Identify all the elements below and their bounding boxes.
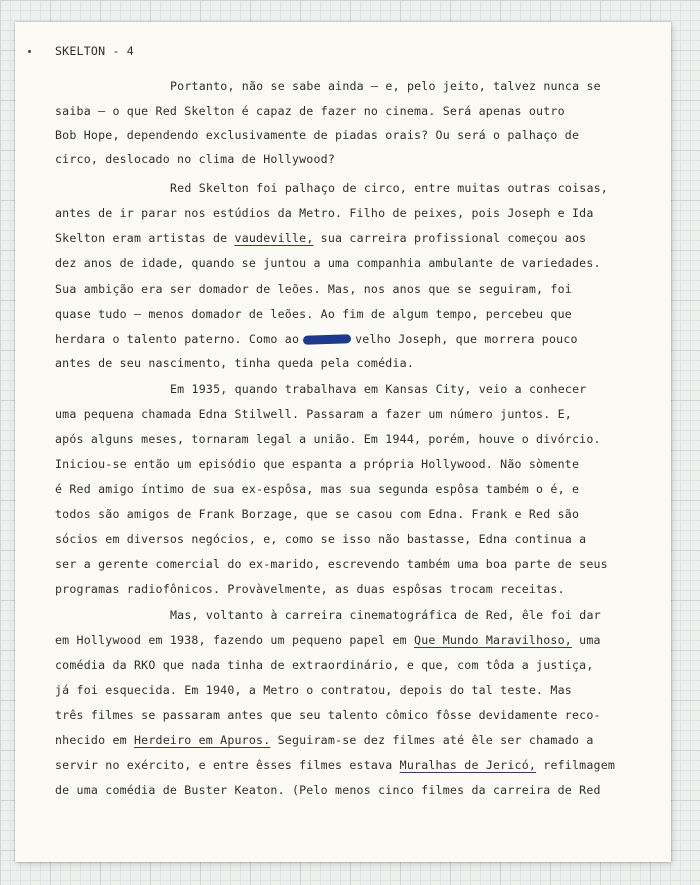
text-segment: circo, deslocado no clima de Hollywood? bbox=[55, 152, 336, 166]
text-segment: Bob Hope, dependendo exclusivamente de piadas orais? Ou será o palhaço de bbox=[55, 128, 580, 142]
text-line bbox=[55, 482, 579, 496]
text-segment: uma pequena chamada Edna Stilwell. Passaram a fazer um número juntos. E, bbox=[55, 407, 572, 421]
text-segment: saiba — o que Red Skelton é capaz de fazer no cinema. Será apenas outro bbox=[55, 104, 565, 118]
text-segment: em Hollywood em 1938, fazendo um pequeno papel em bbox=[55, 633, 415, 647]
text-line bbox=[55, 256, 601, 270]
text-segment: três filmes se passaram antes que seu talento cômico fôsse devidamente reco- bbox=[55, 708, 601, 722]
text-segment: programas radiofônicos. Provàvelmente, as duas espôsas trocam receitas. bbox=[55, 582, 565, 596]
text-line bbox=[55, 457, 579, 471]
text-line bbox=[55, 733, 594, 747]
text-line bbox=[55, 633, 601, 647]
underlined-title: Muralhas de Jericó, bbox=[399, 758, 537, 772]
text-segment: comédia da RKO que nada tinha de extraordinário, e que, com tôda a justiça, bbox=[55, 658, 594, 672]
text-segment: todos são amigos de Frank Borzage, que se casou com Edna. Frank e Red são bbox=[55, 507, 580, 521]
text-line bbox=[55, 532, 586, 546]
text-line bbox=[55, 104, 565, 118]
text-segment: de uma comédia de Buster Keaton. (Pelo menos cinco filmes da carreira de Red bbox=[55, 783, 601, 797]
text-segment: Em 1935, quando trabalhava em Kansas City, veio a conhecer bbox=[170, 382, 587, 396]
text-line bbox=[55, 231, 586, 245]
text-segment: nhecido em bbox=[55, 733, 134, 747]
underlined-title: Herdeiro em Apuros. bbox=[133, 733, 271, 747]
text-line bbox=[55, 307, 572, 321]
text-line bbox=[55, 582, 565, 596]
text-line bbox=[55, 407, 572, 421]
text-segment: é Red amigo íntimo de sua ex-espôsa, mas sua segunda espôsa também o é, e bbox=[55, 482, 580, 496]
text-line bbox=[55, 783, 601, 797]
text-segment: ser a gerente comercial do ex-marido, escrevendo também uma boa parte de seus bbox=[55, 557, 608, 571]
text-segment: sócios em diversos negócios, e, como se isso não bastasse, Edna continua a bbox=[55, 532, 587, 546]
text-line bbox=[55, 282, 572, 296]
page-header: SKELTON - 4 bbox=[55, 44, 134, 58]
ink-redaction bbox=[303, 334, 351, 345]
text-line bbox=[55, 206, 594, 220]
page-mark bbox=[28, 50, 31, 53]
text-segment: Red Skelton foi palhaço de circo, entre muitas outras coisas, bbox=[170, 181, 608, 195]
text-segment: dez anos de idade, quando se juntou a uma companhia ambulante de variedades. bbox=[55, 256, 601, 270]
text-segment: antes de seu nascimento, tinha queda pela comédia. bbox=[55, 356, 415, 370]
text-segment: servir no exército, e entre êsses filmes estava bbox=[55, 758, 400, 772]
text-segment: antes de ir parar nos estúdios da Metro. Filho de peixes, pois Joseph e Ida bbox=[55, 206, 594, 220]
text-segment: quase tudo — menos domador de leões. Ao fim de algum tempo, percebeu que bbox=[55, 307, 572, 321]
text-segment: sua carreira profissional começou aos bbox=[313, 231, 587, 245]
text-line bbox=[55, 332, 578, 346]
text-line bbox=[55, 152, 335, 166]
underlined-title: Que Mundo Maravilhoso, bbox=[414, 633, 572, 647]
text-segment: refilmagem bbox=[536, 758, 616, 772]
text-segment: herdara o talento paterno. Como ao bbox=[55, 332, 300, 346]
text-line bbox=[55, 432, 601, 446]
text-line bbox=[55, 758, 615, 772]
text-line bbox=[55, 128, 579, 142]
text-segment: Portanto, não se sabe ainda — e, pelo jeito, talvez nunca se bbox=[170, 79, 601, 93]
text-segment: Skelton eram artistas de bbox=[55, 231, 235, 245]
text-line bbox=[55, 557, 608, 571]
text-line bbox=[55, 658, 594, 672]
text-segment: Sua ambição era ser domador de leões. Mas, nos anos que se seguiram, foi bbox=[55, 282, 572, 296]
text-line bbox=[170, 79, 601, 93]
text-line bbox=[170, 181, 608, 195]
text-line bbox=[55, 507, 579, 521]
text-line bbox=[55, 708, 601, 722]
text-segment: velho Joseph, que morrera pouco bbox=[355, 332, 578, 346]
text-line bbox=[170, 608, 601, 622]
text-segment: já foi esquecida. Em 1940, a Metro o contratou, depois do tal teste. Mas bbox=[55, 683, 572, 697]
text-line bbox=[55, 683, 572, 697]
text-segment: Seguiram-se dez filmes até êle ser chamado a bbox=[270, 733, 594, 747]
text-line bbox=[55, 356, 414, 370]
text-line bbox=[170, 382, 586, 396]
underlined-title: vaudeville, bbox=[234, 231, 314, 245]
text-segment: Mas, voltanto à carreira cinematográfica de Red, êle foi dar bbox=[170, 608, 601, 622]
text-segment: após alguns meses, tornaram legal a união. Em 1944, porém, houve o divórcio. bbox=[55, 432, 601, 446]
text-segment: Iniciou-se então um episódio que espanta a própria Hollywood. Não sòmente bbox=[55, 457, 580, 471]
text-segment: uma bbox=[571, 633, 601, 647]
